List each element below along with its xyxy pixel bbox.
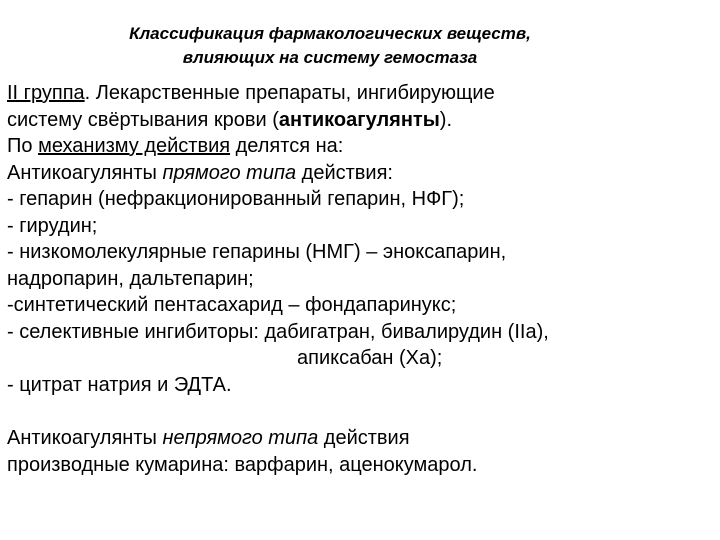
text-fragment: ). — [439, 108, 452, 131]
list-item-lmwh: - низкомолекулярные гепарины (НМГ) – эноксапарин, — [7, 241, 507, 263]
list-item-selective-inhibitors: - селективные ингибиторы: дабигатран, бивалирудин (IIa), — [7, 320, 549, 343]
list-item-lmwh-continued: надропарин, дальтепарин; — [7, 267, 254, 290]
mechanism-term: механизму действия — [38, 135, 231, 157]
text-fragment: делятся на: — [230, 135, 344, 157]
text-line-group — [7, 80, 707, 107]
text-line-mechanism — [7, 133, 707, 160]
slide-title — [0, 22, 660, 70]
text-line-anticoagulants — [7, 107, 707, 134]
list-item-heparin: - гепарин (нефракционированный гепарин, НФГ); — [7, 188, 465, 210]
group-label: II группа — [7, 82, 85, 104]
list-item-hirudin: - гирудин; — [7, 214, 98, 237]
slide-body — [7, 80, 707, 478]
text-line-indirect-type — [7, 425, 707, 452]
list-item-selective-inhibitors-continued: апиксабан (Xa); — [297, 347, 443, 369]
text-fragment: систему свёртывания крови ( — [7, 108, 279, 131]
paragraph-gap — [7, 398, 707, 425]
text-fragment: Антикоагулянты — [7, 427, 163, 449]
direct-type-term: прямого типа — [162, 161, 297, 184]
anticoagulants-term: антикоагулянты — [278, 108, 440, 131]
indirect-type-term: непрямого типа — [162, 427, 319, 449]
text-line-direct-type — [7, 160, 707, 187]
group-description: . Лекарственные препараты, ингибирующие — [84, 82, 495, 104]
text-fragment: По — [7, 135, 39, 157]
text-fragment: действия: — [296, 161, 393, 184]
list-item-pentasaccharide: -синтетический пентасахарид – фондапаринукс; — [7, 294, 457, 316]
slide-title-line-2: влияющих на систему гемостаза — [182, 48, 478, 67]
list-item-citrate-edta: - цитрат натрия и ЭДТА. — [7, 373, 232, 396]
text-fragment: действия — [318, 427, 410, 449]
text-fragment: Антикоагулянты — [7, 161, 163, 184]
text-line-coumarins: производные кумарина: варфарин, аценокумарол. — [7, 453, 478, 476]
slide-title-line-1: Классификация фармакологических веществ, — [129, 24, 531, 43]
